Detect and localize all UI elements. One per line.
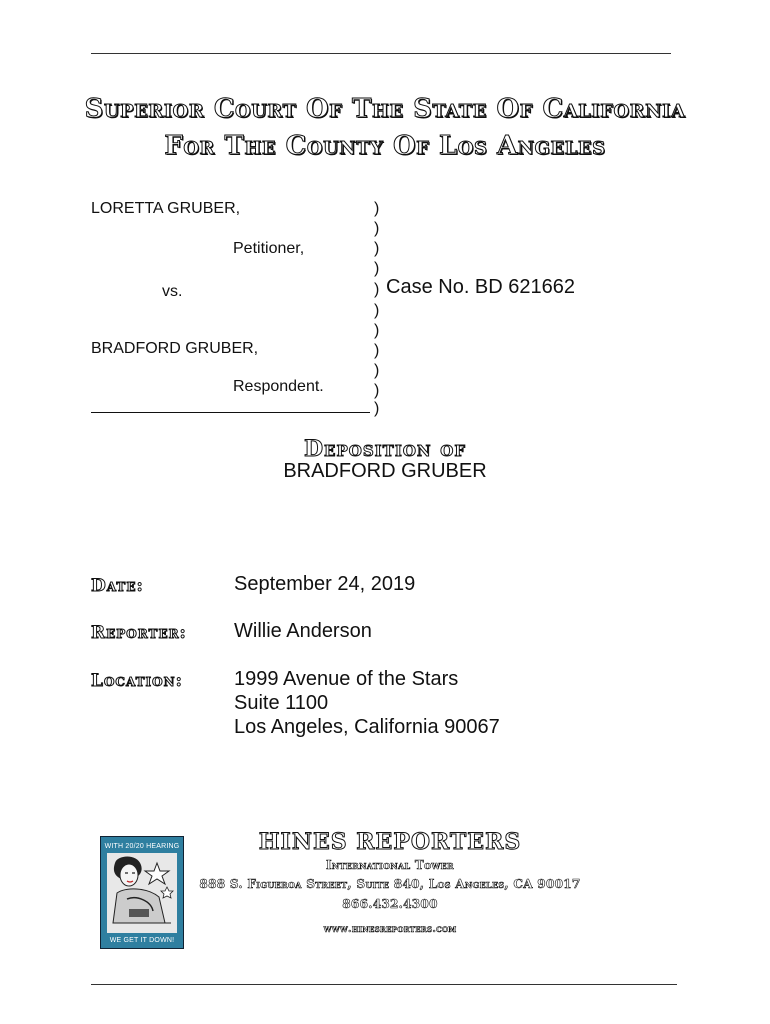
firm-logo [100,836,184,949]
caption-paren: ) [374,220,380,237]
logo-top-text: WITH 20/20 HEARING [104,843,180,850]
firm-website: www.hinesreporters.com [323,924,457,935]
caption-paren: ) [374,260,380,277]
caption-paren: ) [374,200,380,217]
caption-paren: ) [374,302,380,319]
firm-building: International Tower [325,858,455,872]
respondent-name: BRADFORD GRUBER, [91,340,259,357]
top-divider [91,53,671,54]
reporter-illustration-icon [107,853,177,933]
caption-paren: ) [374,362,380,379]
caption-underline [91,412,370,413]
versus-label: vs. [162,283,183,300]
caption-paren: ) [374,342,380,359]
location-line1: 1999 Avenue of the Stars [234,668,459,690]
reporter-label: Reporter: [91,623,187,643]
firm-address: 888 S. Figueroa Street, Suite 840, Los Angeles, CA 90017 [199,877,581,891]
petitioner-role: Petitioner, [233,240,305,257]
court-name-line1: Superior Court Of The State Of California [84,94,686,124]
date-label: Date: [91,576,144,596]
caption-paren: ) [374,400,380,417]
logo-bottom-text: WE GET IT DOWN! [109,937,175,944]
respondent-role: Respondent. [233,378,324,395]
deponent-name: BRADFORD GRUBER [283,460,487,482]
firm-name: HINES REPORTERS [258,829,522,855]
date-value: September 24, 2019 [234,573,416,595]
caption-paren: ) [374,281,380,298]
court-name-line2: For The County Of Los Angeles [164,131,606,161]
location-line3: Los Angeles, California 90067 [234,716,500,738]
caption-paren: ) [374,382,380,399]
firm-phone: 866.432.4300 [342,897,438,911]
petitioner-name: LORETTA GRUBER, [91,200,241,217]
location-label: Location: [91,671,183,691]
deposition-title: Deposition of [303,436,467,462]
caption-paren: ) [374,240,380,257]
location-line2: Suite 1100 [234,692,329,714]
bottom-divider [91,984,677,985]
reporter-value: Willie Anderson [234,620,372,642]
caption-paren: ) [374,322,380,339]
case-number: Case No. BD 621662 [386,276,576,298]
